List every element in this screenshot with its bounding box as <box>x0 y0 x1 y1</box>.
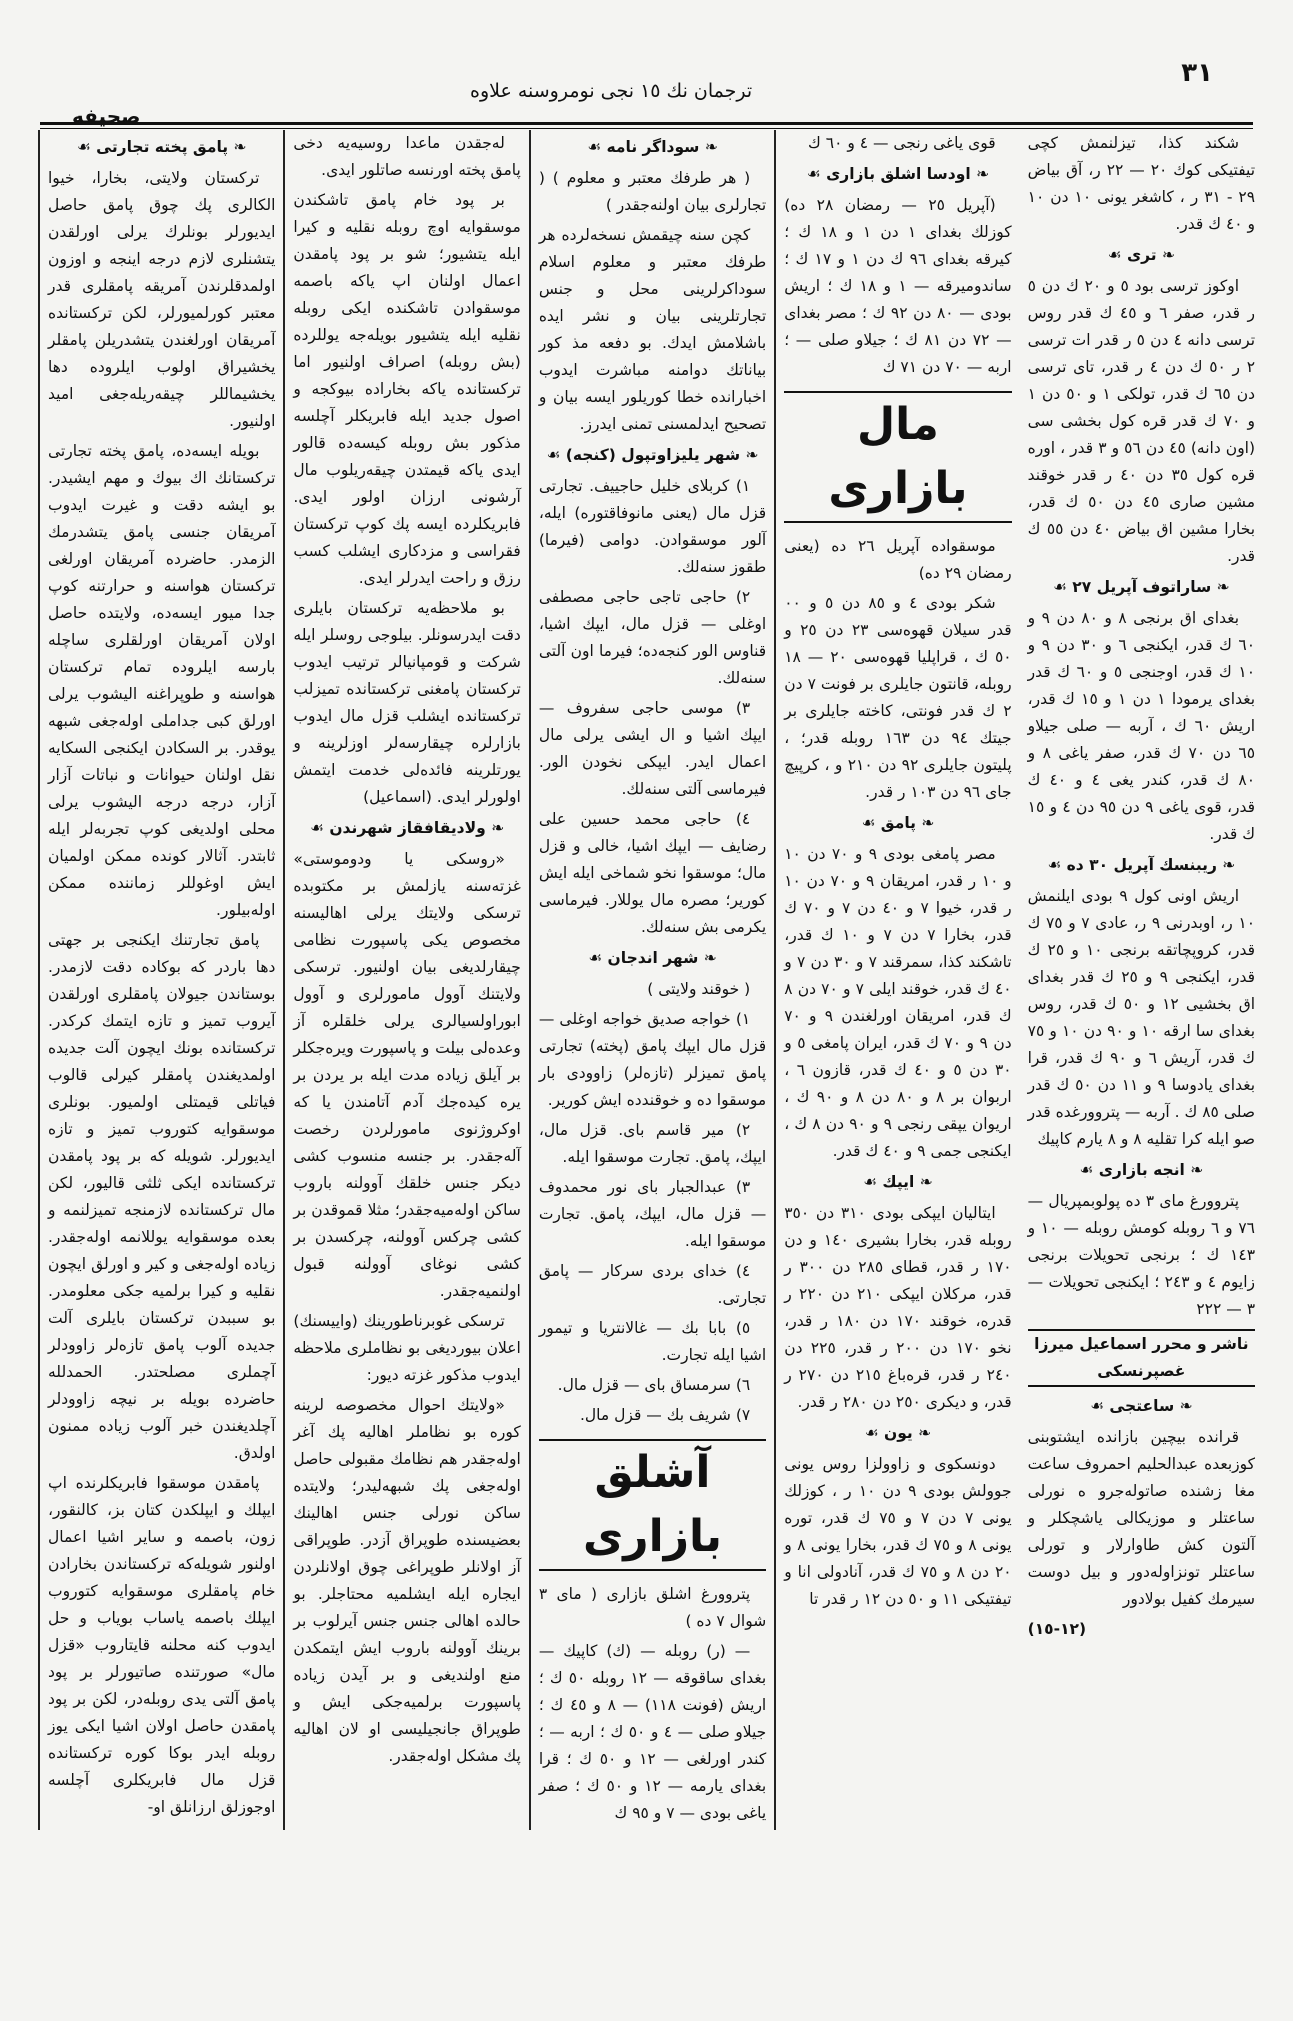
article-heading: ❧ اودسا اشلق بازاری ☙ <box>784 161 1011 188</box>
article-paragraph: شکر بودی ٤ و ٨٥ دن ٥ و ٠٠ قدر سیلان قهوه‌سی ٢٣ دن ٢٥ و ٥٠ ك ، قراپلیا قهوه‌سی ٢٠ — ١٨ روبله، قانتون جایلری بر فونت ٧ دن ٢ ك قدر فونتی، کاخته جایلری بر جیتك ٩٤ دن ١٦٣ روبله قدر؛ ، پلیتون جایلری ٩٢ دن ٢١٠ و ، کرپیچ جای ٩٦ دن ١٠٣ ر قدر. <box>784 594 1012 801</box>
article-paragraph: ٢) میر قاسم بای. قزل مال، ایپك، پامق. تجارت موسقوا ایله. <box>538 1121 767 1166</box>
header-rule <box>40 122 1253 129</box>
column-5 <box>1020 130 1263 1830</box>
article-paragraph: قرانده بیچین بازانده ایشتوبنی کوزبعده عبدالحلیم احمروف ساعت مغا زشنده صاتوله‌جرو ه نورلی ساعتلر و موزیکالی یاشچکلر و آلتون کش طاوارلار و تورلی ساعتلر تونزاوله‌دور و بیل دوست سیرمك کفیل بولادور <box>1027 1428 1256 1608</box>
article-heading: ❧ شهر اندجان ☙ <box>539 945 766 972</box>
article-heading: ❧ ساعتجی ☙ <box>1028 1393 1255 1420</box>
article-paragraph: مصر پامغی بودی ٩ و ٧٠ دن ١٠ و ١٠ ر قدر، امریقان ٩ و ٧٠ دن ١٠ ر قدر، خیوا ٧ و ٤٠ دن ٧ و ٧٠ ك قدر، بخارا ٧ دن ٧ و ١٠ ك قدر، تاشکند کذا، سمرقند ٧ و ٣٠ دن ٧ و ٤٠ ك قدر، خوقند ایلی ٧ و ٧٠ دن ٨ ك قدر، امریقان اورلغندن ٩ و ٧٠ دن ٩ و ٧٠ ك قدر، ایران پامغی ٥ و ٣٠ دن ٥ و ٤٠ ك قدر، قازون ٦ ، اربوان بر ٨ و ٨٠ دن ٨ و ٩٠ ك ، اریوان یپقی رنجی ٩ و ٩٠ دن ٨ ك ، ایکنجی جمی ٩ و ٤٠ ك قدر. <box>784 845 1012 1160</box>
article-paragraph: ٧) شریف بك — قزل مال. <box>579 1406 751 1424</box>
publisher-line: ناشر و محرر اسماعیل میرزا غصپرنسکی <box>1028 1329 1255 1387</box>
article-paragraph: بغدای اق برنجی ٨ و ٨٠ دن ٩ و ٦٠ ك قدر، ایکنجی ٦ و ٣٠ دن ٩ و ١٠ ك قدر، اوجنجی ٥ و ٦٠ ك قدر بغدای یرمودا ١ دن ١ و ١٥ ك قدر، اریش ٦٠ ك ، آربه — صلی جیلاو ٦٥ دن ٧٠ ك قدر، صفر یاغی ٨ و ٨٠ ك قدر، کندر یغی ٤ و ٤٠ ك قدر، قوی یاغی ٩ دن ٩٥ دن ٤ و ١٥ ك قدر. <box>1027 609 1256 843</box>
article-paragraph: ترسکی غوبرناطورینك (واییسنك) اعلان بیوردیغی بو نظاملری ملاحظه ایدوب مذکور غزته دیور: <box>293 1312 521 1384</box>
article-paragraph: دونسکوی و زاوولزا روس یونی جوولش بودی ٩ دن ١٠ ر ، کوزلك یونی ٧ دن ٧ و ٧٥ ك قدر، توره یونی ٨ و ٧٥ ك قدر، بخارا یونی ٨ و ٢٠ دن ٨ و ٧٥ ك قدر، آنادولی انا و تیفتیکی ١١ و ٥٠ دن ١٢ ر قدر تا <box>784 1455 1012 1608</box>
article-paragraph: ٢) حاجی تاجی حاجی مصطفی اوغلی — قزل مال، ایپك اشیا، قناوس الور کنجه‌ده؛ فیرما اون آلتی سنه‌لك. <box>538 588 767 687</box>
article-paragraph: — (ر) روبله — (ك) کاپیك — بغدای ساقوقه — ١٢ روبله ٥٠ ك ؛ اریش (فونت ١١٨) — ٨ و ٤٥ ك ؛ جیلاو صلی — ٤ و ٥٠ ك ؛ اربه — ؛ کندر اورلغی — ١٢ و ٥٠ ك ؛ قرا بغدای یارمه — ١٢ و ٥٠ ك ؛ صفر یاغی بودی — ٧ و ٩٥ ك <box>538 1642 767 1822</box>
column-4 <box>774 130 1019 1830</box>
article-paragraph: ( خوقند ولایتی ) <box>647 980 751 998</box>
section-label: صحیفه <box>72 104 141 128</box>
article-paragraph: قوی یاغی رنجی — ٤ و ٦٠ ك <box>808 134 996 152</box>
columns-container <box>38 130 1263 1830</box>
article-paragraph: ترکستان ولایتی، بخارا، خیوا الکالری پك چوق پامق حاصل ایدیورلر بونلرك یرلی اورلقدن یتشنلری لازم درجه اینجه و اوزون اولمدقلرندن آمریقه پامقلری قدر معتبر کورلمیورلر، لکن ترکستانده آمریقان اورلغندن یتشدریلن پامقلر یخشیراق اولوب ایلروده دها یخشیماللر چیقه‌ریله‌جغی امید اولنیور. <box>48 169 276 430</box>
article-paragraph: ٥) بابا بك — غالانتریا و تیمور اشیا ایله تجارت. <box>538 1319 767 1364</box>
article-heading: ❧ ریبنسك آپریل ٣٠ ده ☙ <box>1028 852 1255 879</box>
article-heading: ❧ شهر یلیزاوتپول (کنجه) ☙ <box>539 442 766 469</box>
article-paragraph: «ولایتك احوال مخصوصه لرینه کوره بو نظاملر اهالیه پك آغر اوله‌جقدر هم نظامك مقبولی حاصل اوله‌جغی پك شبهه‌لیدر؛ ولایتده ساکن نورلی جنس اهالینك بعضیسنده طوپراق آزدر. طوپراقی آز اولانلر طوپراغی چوق اولانلردن ایجاره ایله ایشلمیه محتاجلر. بو حالده اهالی جنس جنس آیرلوب بر برینك آوولنه باروب ایش ایتمکدن منع اولندیغی و بر آیدن زیاده پاسپورت برلمیه‌جکی ایش و طوپراق جانجیلیسی او لان اهالیه پك مشکل اوله‌جقدر. <box>293 1396 521 1765</box>
article-paragraph: ٤) خدای بردی سرکار — پامق تجارتی. <box>538 1262 767 1307</box>
article-paragraph: پتروورغ مای ٣ ده پولوبمپریال — ٧٦ و ٦ روبله کومش روبله — ١٠ و ١٤٣ ك ؛ برنجی تحویلات برنجی زایوم ٤ و ٢٤٣ ؛ ایکنجی تحویلات — ٣ — ٢٢٢ <box>1027 1192 1256 1318</box>
article-paragraph: «روسکی یا ودوموستی» غزته‌سنه یازلمش بر مکتوبده ترسکی ولایتك یرلی اهالیسنه مخصوص یکی پاسپورت نظامی چیقارلدیغی بیان اولنیور. ترسکی ولایتنك آوول مامورلری و آوول ابوراولسیالری یرلی خلقلره آز وعده‌لی بیلت و پاسپورت ویره‌جکلر بر آیلق زیاده مدت ایله بر یردن بر یره کیده‌جك آدم آتامندن یا که اوکروژنوی مامورلردن رخصت آله‌جقدر. بر جنسه منسوب کشی دیکر جنس خلقك آوولنه باروب ساکن اوله‌میه‌جقدر؛ مثلا قموقدن بر کشی چرکس آوولنه، چرکسدن بر کشی نوغای آوولنه قبول اولنمیه‌جقدر. <box>293 850 521 1300</box>
article-paragraph: شکند کذا، تیزلنمش کچی تیفتیکی کوك ٢٠ — ٢٢ ر، آق بیاض ٢٩ - ٣١ ر ، کاشغر یونی ١٠ دن ١٠ و ٤٠ ك قدر. <box>1027 134 1256 233</box>
article-paragraph: کچن سنه چیقمش نسخه‌لرده هر طرفك معتبر و معلوم اسلام سوداکرلرینی محل و جنس تجارتلرینی بیان و نشر ایده باشلامش ایدك. بو دفعه مذ کور بیاناتك دوامنه مباشرت ایدوب اخبارانده خطا کوریلور ایسه بیان و تصحیح ایدلمسنی تمنی ایدرز. <box>538 226 767 433</box>
article-paragraph: ١) کربلای خلیل حاجییف. تجارتی قزل مال (یعنی مانوفاقتوره) ایله، آلور موسقوادن. دوامی (فیرما) طقوز سنه‌لك. <box>538 477 767 576</box>
section-title: آشلق بازاری <box>539 1439 766 1571</box>
column-2 <box>283 130 528 1830</box>
article-heading: ❧ پامق پخته تجارتی ☙ <box>48 134 275 161</box>
article-paragraph: اوکوز ترسی بود ٥ و ٢٠ ك دن ٥ ر قدر، صفر ٦ و ٤٥ ك قدر روس ترسی دانه ٤ دن ٥ ر قدر ات ترسی ٢ ر ٥٠ ك دن ٤ ر قدر، تای ترسی دن ٦٥ ك قدر، تولکی ١ و ٥٠ دن ١ و ٧٠ ك قدر قره کول بخشی سی (اون دانه) ٤٥ دن ٥٦ و ٣ قدر ، اوره قره کول ٣٥ دن ٤٠ ر قدر خوقند مشین صاری ٤٥ دن ٥٠ ك قدر، بخارا مشین اق بیاض ٤٠ دن ٥٥ ك قدر. <box>1027 277 1256 565</box>
article-heading: ❧ انجه بازاری ☙ <box>1028 1157 1255 1184</box>
article-heading: ❧ ساراتوف آپریل ٢٧ ☙ <box>1028 574 1255 601</box>
article-paragraph: پامق تجارتنك ایکنجی بر جهتی دها باردر که بوکاده دقت لازمدر. بوستاندن جیولان پامقلری اورلقدن آیروب تمیز و تازه ایتمك کرکدر. ترکستانده بونك ایچون آلت جدیده اولمدیغندن پامقلر کیرلی قالوب فیاتلی قیمتلی اولمیور. بونلری موسقوایه کتوروب تمیز و تازه ایدیورلر. شویله که بر پود پامقدن ترکستانده ایکی ثلثی قالیور، لکن مال ترکستانده لازمنجه تمیزلنمه و بعده موسقوایه یوللانمه اوله‌جقدر. زیاده اوله‌جغی و کیر و اورلق ایچون نقلیه و کیرا برلمیه جکی معلومدر. بو سببدن ترکستان بایلری آلت جدیده آلوب پامق تازه‌لر زاوودلر آچملری مصلحتدر. الحمدلله حاضرده بویله بر نیچه زاوودلر آچلدیغندن خبر آلوب زیاده ممنون اولدق. <box>48 931 276 1462</box>
article-paragraph: (آپریل ٢٥ — رمضان ٢٨ ده) کوزلك بغدای ١ دن ١ و ١٨ ك ؛ کیرقه بغدای ٩٦ ك دن ١ و ١٧ ك ؛ ساندومیرقه — ١ و ١٨ ك ؛ اریش بودی — ٨٠ دن ٩٢ ك ؛ مصر بغدای — ٧٢ دن ٨١ ك ؛ جیلاو صلی — ؛ اربه — ٧٠ دن ٧١ ك <box>784 196 1012 376</box>
section-title: مال بازاری <box>784 391 1011 523</box>
article-paragraph: پامقدن موسقوا فابریکلرنده اپ ایپلك و ایپلکدن کتان بز، کالنقور، زون، باصمه و سایر اشیا اعمال اولنور شویله‌که ترکستاندن بخارادن خام پامقلری موسقوایه کتوروب ایپلك باصمه یاساب بویاب و حل ایدوب کنه محلنه قایتاروب «قزل مال» صورتنده صاتیورلر بر پود پامق آلتی یدی روبله‌در، لکن بر پود پامقدن حاصل اولان اشیا ایکی یوز روبله ایدر بوکا کوره ترکستانده قزل مال فابریکلری آچلسه اوجوزلق ارزانلق او- <box>48 1474 276 1816</box>
article-paragraph: ٣) عبدالجبار بای نور محمدوف — قزل مال، ایپك، پامق. تجارت موسقوا ایله. <box>538 1178 767 1250</box>
article-heading: ❧ ولادیقافقاز شهرندن ☙ <box>293 815 520 842</box>
article-heading: ❧ یون ☙ <box>784 1420 1011 1447</box>
article-paragraph: ایتالیان ایپکی بودی ٣١٠ دن ٣٥٠ روبله قدر، بخارا بشیری ١٤٠ و دن ١٧٠ ر قدر، قطای ٢٨٥ دن ٣٠٠ ر قدر، مرکلان ایپکی ٢١٠ دن ٢٢٠ ر قدره، خوقند ١٧٠ دن ١٨٠ ر قدر، نخو ١٧٠ دن ٢٠٠ ر قدر، ٢٢٥ دن ٢٤٠ ر قدر، قره‌باغ ٢١٥ دن ٢٧٠ ر قدر، و دیکری ٢٥٠ دن ٢٨٠ ر قدر. <box>784 1204 1012 1411</box>
running-title: ترجمان نك ١٥ نجی نومروسنه علاوه <box>470 80 753 102</box>
column-3 <box>529 130 774 1830</box>
article-paragraph: پتروورغ اشلق بازاری ( مای ٣ شوال ٧ ده ) <box>538 1585 767 1630</box>
page-number: ٣١ <box>1181 58 1213 88</box>
article-paragraph: بر پود خام پامق تاشکندن موسقوایه اوچ روبله نقلیه و کیرا ایله یتشیور؛ شو بر پود پامقدن اعمال اولنان اپ یاکه باصمه موسقوادن تاشکنده ایکی روبله نقلیه ایله یتشیور بویله‌جه یوللرده (بش روبله) اصراف اولنیور اما ترکستانده یاکه بخاراده بیوکجه و اصول جدید ایله فابریکلر آچلسه مذکور بش روبله کیسه‌ده قالور ایدی یاکه قیمتدن چیقه‌ریلوب مال آرشونی ارزان اولور ایدی. فابریکلرده ایسه پك کوپ ترکستان فقراسی و مزدکاری ایشلب کسب رزق و راحت ایدرلر ایدی. <box>293 191 521 587</box>
article-heading: ❧ ایپك ☙ <box>784 1169 1011 1196</box>
article-paragraph: اریش اونی کول ٩ بودی ایلنمش ١٠ ر، اوبدرنی ٩ ر، عادی ٧ و ٧٥ ك قدر، کروپچاتقه برنجی ١٠ و ٢٥ ك قدر، ایکنجی ٩ و ٢٥ ك قدر بغدای اق بخشیی ١٢ و ٥٠ ك قدر، روس بغدای سا ارقه ١٠ و ٩٠ دن ١٠ و ٧٥ ك قدر، آریش ٦ و ٩٠ ك قدر، قرا بغدای یادوسا ٩ و ١١ دن ٥٠ ك قدر صلی ٨٥ ك . آربه — پتروورغده قدر صو ایله کرا تقلیه ٨ و ٨ یارم کاپیك <box>1027 887 1256 1148</box>
article-heading: ❧ تری ☙ <box>1028 242 1255 269</box>
article-paragraph: موسقواده آپریل ٢٦ ده (یعنی رمضان ٢٩ ده) <box>784 537 1012 582</box>
article-paragraph: ١) خواجه صدیق خواجه اوغلی — قزل مال ایپك پامق (پخته) تجارتی پامق تمیزلر (تازه‌لر) زاوودی بار موسقوا ده و خوقندده ایش کوریر. <box>538 1010 767 1109</box>
article-heading: ❧ پامق ☙ <box>784 810 1011 837</box>
article-paragraph: بو ملاحظه‌یه ترکستان بایلری دقت ایدرسونلر. بیلوجی روسلر ایله شرکت و قومپانیالر ترتیب ایدوب ترکستان پامغنی ترکستانده تمیزلب ترکستانده ایشلب قزل مال ایدوب بازارلره چیقارسه‌لر اوزلرینه و یورتلرینه فائده‌لی خدمت ایتمش اولورلر ایدی. (اسماعیل) <box>293 599 521 806</box>
column-1 <box>38 130 283 1830</box>
article-paragraph: ( هر طرفك معتبر و معلوم ) ( تجارلری بیان اولنه‌جقدر ) <box>538 169 767 214</box>
article-heading: ❧ سوداگر نامه ☙ <box>539 134 766 161</box>
article-paragraph: ٦) سرمساق بای — قزل مال. <box>557 1376 751 1394</box>
article-paragraph: ٣) موسی حاجی سفروف — ایپك اشیا و ال ایشی یرلی مال اعمال ایدر. ایپکی نخودن الور. فیرماسی آلتی سنه‌لك. <box>538 699 767 798</box>
issue-footer: (١٢-١٥) <box>1027 1620 1087 1638</box>
article-paragraph: ٤) حاجی محمد حسین علی رضایف — ایپك اشیا، خالی و قزل مال؛ موسقوا نخو شماخی ایله ایش کوریر؛ مصره مال یوللار. فیرماسی یکرمی بش سنه‌لك. <box>538 810 767 936</box>
article-paragraph: له‌جقدن ماعدا روسیه‌یه دخی پامق پخته اورنسه صاتلور ایدی. <box>293 134 521 179</box>
article-paragraph: بویله ایسه‌ده، پامق پخته تجارتی ترکستانك اك بیوك و مهم ایشیدر. بو ایشه دقت و غیرت ایدوب آمریقان جنسی پامق یتشدرمك الزمدر. حاضرده آمریقان اورلغی ترکستان هواسنه و حرارتنه کوپ جدا میور ایسه‌ده، ولایتده حاصل اولان آمریقان اورلقلری ساچله بارسه ایلروده تمام ترکستان هواسنه و طوپراغنه الیشوب یرلی اورلق کبی جداملی اوله‌جغی شبهه یوقدر. بر السکادن ایکنجی السکایه نقل اولنان حیوانات و نباتات آزار آزار، درجه درجه الیشوب یرلی محلی اولدیغی کوپ تجربه‌لر ایله ثابتدر. آثالار کونده ممکن اولمیان ایش اوغوللر زماننده ممکن اوله‌بیلور. <box>48 442 276 919</box>
